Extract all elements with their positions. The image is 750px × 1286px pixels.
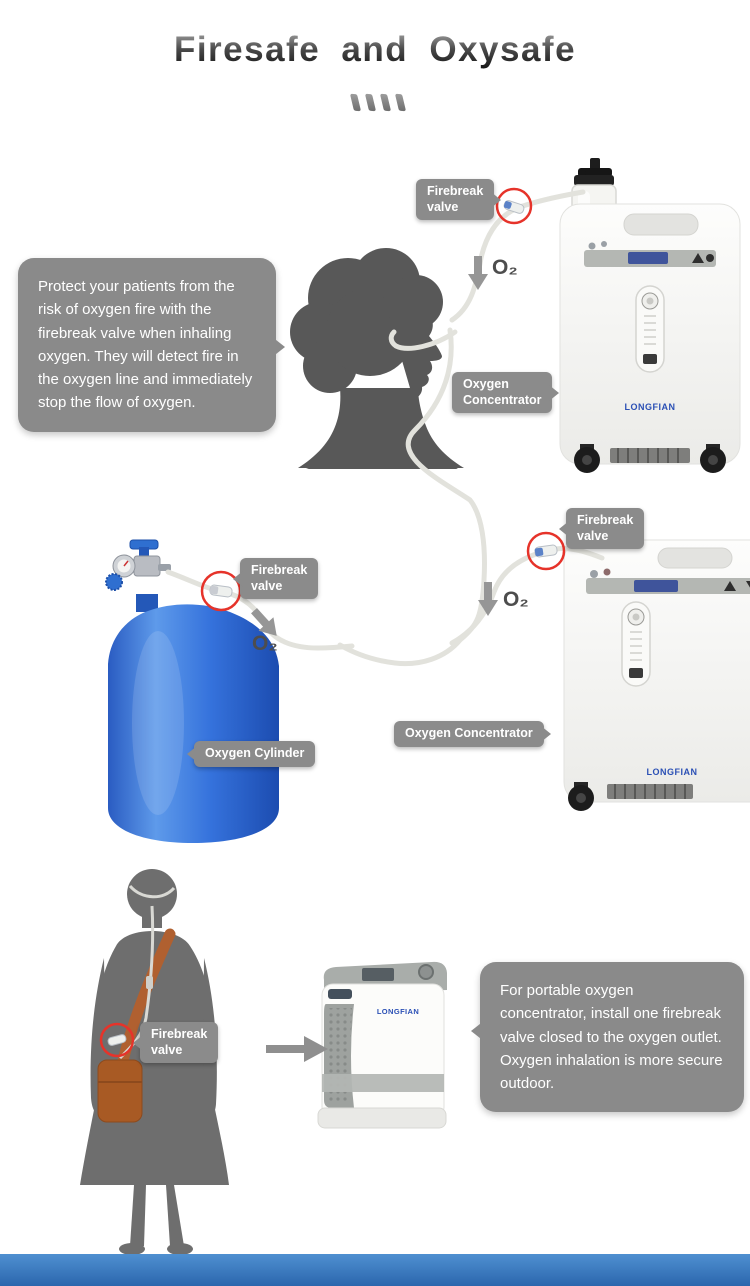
tag-firebreak-valve-mid: Firebreak valve [566, 508, 644, 549]
o2-label: O₂ [252, 632, 278, 655]
o2-label: O₂ [503, 588, 529, 611]
tag-pointer [491, 192, 509, 208]
carry-handle [624, 214, 698, 235]
carry-handle [658, 548, 732, 568]
portable-note-bubble: For portable oxygen concentrator, install one firebreak valve closed to the oxygen outlet. Oxygen inhalation is more secure outdoor. [480, 962, 744, 1112]
tag-firebreak-valve-cylinder: Firebreak valve [240, 558, 318, 599]
tag-oxygen-concentrator-top: Oxygen Concentrator [452, 372, 552, 413]
flowmeter [622, 602, 650, 686]
o2-flow-arrow-down [478, 582, 498, 618]
trim-band [322, 1074, 444, 1092]
oxygen-concentrator-mid [562, 522, 750, 832]
tag-pointer [225, 571, 243, 587]
brand-logo: LONGFIAN [624, 402, 676, 412]
oxygen-concentrator-top [552, 158, 748, 476]
transition-arrow-right [266, 1036, 328, 1062]
tick-mark [365, 94, 376, 111]
handle-slot [328, 989, 352, 999]
tag-pointer [549, 385, 567, 401]
tag-firebreak-valve-top: Firebreak valve [416, 179, 494, 220]
bubble-pointer [460, 1020, 485, 1042]
pressure-regulator [106, 540, 171, 612]
patient-note-bubble: Protect your patients from the risk of oxygen fire with the firebreak valve when inhaling oxygen. They will detect fire in the oxygen line and immediately stop the flow of oxygen. [18, 258, 276, 432]
tick-mark [350, 94, 361, 111]
tick-mark [380, 94, 391, 111]
tag-firebreak-valve-portable: Firebreak valve [140, 1022, 218, 1063]
brand-logo: LONGFIAN [376, 1007, 420, 1016]
tick-mark [395, 94, 406, 111]
tag-oxygen-cylinder: Oxygen Cylinder [194, 741, 315, 767]
title-tick-marks [352, 94, 404, 111]
tag-pointer [125, 1035, 143, 1051]
flowmeter [636, 286, 664, 372]
portable-oxygen-concentrator [314, 956, 469, 1146]
footer-bar [0, 1254, 750, 1286]
tag-pointer [551, 521, 569, 537]
tag-pointer [179, 746, 197, 762]
vent-grille [607, 784, 693, 799]
bubble-pointer [271, 336, 296, 358]
battery-base [318, 1108, 446, 1128]
tag-oxygen-concentrator-mid: Oxygen Concentrator [394, 721, 544, 747]
o2-label: O₂ [492, 256, 518, 279]
tag-pointer [541, 726, 559, 742]
patient-head-silhouette [282, 240, 482, 470]
page-title: Firesafe and Oxysafe [0, 30, 750, 70]
brand-logo: LONGFIAN [646, 767, 698, 777]
o2-flow-arrow-down [468, 256, 488, 292]
